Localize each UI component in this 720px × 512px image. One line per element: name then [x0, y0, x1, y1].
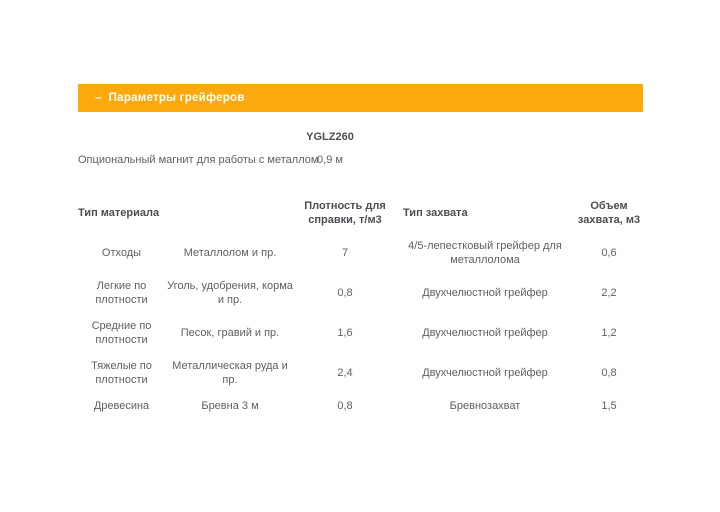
- cell-grab: Бревнозахват: [449, 400, 521, 412]
- cell-density: 2,4: [337, 367, 353, 379]
- magnet-option-value: 0,9 м: [317, 154, 343, 166]
- cell-material: Средние по плотности: [91, 320, 152, 346]
- cell-example: Песок, гравий и пр.: [180, 327, 280, 339]
- grapple-parameters-panel: [78, 130, 643, 419]
- cell-grab: Двухчелюстной грейфер: [422, 367, 548, 379]
- cell-grab: Двухчелюстной грейфер: [422, 287, 548, 299]
- cell-material: Тяжелые по плотности: [91, 360, 152, 386]
- grapple-parameters-accordion-header[interactable]: [78, 84, 643, 112]
- cell-example: Металлолом и пр.: [183, 247, 277, 259]
- cell-material: Древесина: [93, 400, 150, 412]
- spec-table: [78, 130, 643, 167]
- cell-density: 0,8: [337, 400, 353, 412]
- model-name: YGLZ260: [306, 131, 354, 143]
- accordion-title: Параметры грейферов: [108, 92, 245, 104]
- cell-density: 0,8: [337, 287, 353, 299]
- cell-grab: Двухчелюстной грейфер: [422, 327, 548, 339]
- cell-grab: 4/5-лепестковый грейфер для металлолома: [408, 240, 562, 266]
- header-material-type: Тип материала: [78, 207, 160, 219]
- header-density: Плотность для справки, т/м3: [304, 200, 386, 226]
- cell-example: Бревна 3 м: [201, 400, 259, 412]
- header-example-spacer: [165, 193, 295, 233]
- cell-example: Металлическая руда и пр.: [172, 360, 288, 386]
- cell-volume: 2,2: [601, 287, 617, 299]
- grapple-table: [78, 193, 643, 419]
- cell-material: Легкие по плотности: [95, 280, 148, 306]
- cell-volume: 1,5: [601, 400, 617, 412]
- cell-density: 7: [341, 247, 349, 259]
- cell-volume: 0,6: [601, 247, 617, 259]
- cell-volume: 1,2: [601, 327, 617, 339]
- cell-volume: 0,8: [601, 367, 617, 379]
- cell-density: 1,6: [337, 327, 353, 339]
- magnet-option-label: Опциональный магнит для работы с металлом: [78, 154, 319, 166]
- cell-material: Отходы: [101, 247, 142, 259]
- header-grab-volume: Объем захвата, м3: [577, 200, 641, 226]
- collapse-icon: –: [95, 92, 102, 104]
- cell-example: Уголь, удобрения, корма и пр.: [167, 280, 293, 306]
- header-grab-type: Тип захвата: [403, 207, 468, 219]
